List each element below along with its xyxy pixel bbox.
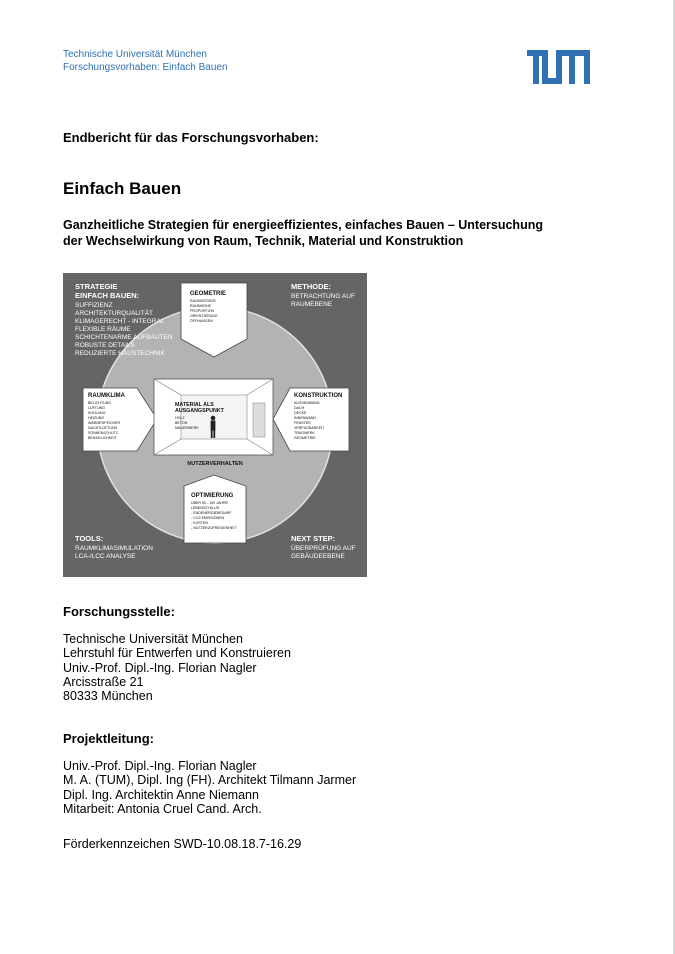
konstruktion-item: TRAGWERK (294, 431, 315, 435)
method-line: BETRACHTUNG AUF (291, 293, 355, 300)
raumklima-item: NACHTLÜFTUNG (88, 426, 118, 430)
konstruktion-item: VERFÜGBARKEIT (294, 426, 325, 430)
address-line: 80333 München (63, 689, 153, 704)
konstruktion-item: AUSSENWAND (294, 401, 320, 405)
optimierung-item: - KOSTEN (191, 521, 208, 525)
tools-line: LCA-/LCC ANALYSE (75, 553, 136, 560)
optimierung-heading: OPTIMIERUNG (191, 493, 234, 499)
nutzerverhalten-label: NUTZERVERHALTEN (187, 461, 243, 467)
geometrie-item: PROPORTION (190, 309, 215, 313)
strategy-item: REDUZIERTE HAUSTECHNIK (75, 350, 165, 357)
raumklima-item: SONNENSCHUTZ (88, 431, 118, 435)
project-lead-line: Dipl. Ing. Architektin Anne Niemann (63, 787, 259, 802)
report-subtitle: Endbericht für das Forschungsvorhaben: (63, 130, 319, 145)
method-line: RAUMEBENE (291, 301, 333, 308)
material-heading: MATERIAL ALS (175, 402, 214, 408)
project-lead-heading: Projektleitung: (63, 731, 155, 746)
geometrie-item: ÖFFNUNGEN (190, 319, 213, 323)
method-heading: METHODE: (291, 282, 331, 291)
page-header (63, 49, 228, 74)
raumklima-item: BEHAGLICHKEIT (88, 436, 117, 440)
room-illustration (154, 379, 273, 455)
optimierung-item: - NUTZERZUFRIEDENHEIT (191, 526, 237, 530)
long-title-line: der Wechselwirkung von Raum, Technik, Material und Konstruktion (63, 234, 464, 248)
header-institution: Technische Universität München (63, 49, 207, 60)
material-item: HOLZ (175, 416, 185, 420)
address-line: Arcisstraße 21 (63, 674, 144, 689)
project-lead-line: Mitarbeit: Antonia Cruel Cand. Arch. (63, 801, 262, 816)
geometrie-item: RAUMHÖHE (190, 304, 211, 308)
konstruktion-item: INNENWAND (294, 416, 317, 420)
raumklima-heading: RAUMKLIMA (88, 393, 125, 399)
strategy-item: KLIMAGERECHT - INTEGRAL (75, 318, 165, 325)
raumklima-item: LÜFTUNG (88, 406, 105, 410)
address-line: Lehrstuhl für Entwerfen und Konstruieren (63, 646, 291, 661)
project-lead-line: Univ.-Prof. Dipl.-Ing. Florian Nagler (63, 759, 257, 773)
report-title: Einfach Bauen (63, 179, 182, 198)
header-project: Forschungsvorhaben: Einfach Bauen (63, 61, 228, 73)
research-station-heading: Forschungsstelle: (63, 604, 175, 619)
optimierung-item: - ENDENERGIEBEDARF (191, 511, 232, 515)
raumklima-item: BELICHTUNG (88, 401, 112, 405)
address-line: Univ.-Prof. Dipl.-Ing. Florian Nagler (63, 660, 257, 675)
strategy-item: FLEXIBLE RÄUME (75, 326, 131, 333)
raumklima-item: WÄRMESPEICHER (88, 421, 121, 425)
project-lead-list (63, 759, 356, 816)
next-step-line: GEBÄUDEEBENE (291, 553, 345, 560)
raumklima-item: KÜHLUNG (88, 411, 106, 415)
tools-line: RAUMKLIMASIMULATION (75, 545, 153, 552)
material-item: MAUERWERK (175, 426, 199, 430)
konstruktion-item: DACH (294, 406, 305, 410)
strategy-item: SCHICHTENARME AUFBAUTEN (75, 334, 173, 341)
next-step-line: ÜBERPRÜFUNG AUF (291, 545, 356, 552)
geometrie-item: RAUMGRÖSSE (190, 299, 216, 303)
konstruktion-item: DECKE (294, 411, 307, 415)
funding-reference: Förderkennzeichen SWD-10.08.18.7-16.29 (63, 837, 302, 851)
strategy-heading: EINFACH BAUEN: (75, 291, 140, 300)
next-step-heading: NEXT STEP: (291, 534, 336, 543)
material-item: BETON (175, 421, 188, 425)
strategy-item: ROBUSTE DETAILS (75, 342, 135, 349)
raumklima-item: HEIZUNG (88, 416, 105, 420)
material-heading: AUSGANGSPUNKT (175, 408, 224, 414)
strategy-heading: STRATEGIE (75, 282, 118, 291)
optimierung-item: - CO2 EMISSIONEN (191, 516, 225, 520)
strategy-diagram (63, 273, 367, 577)
address-line: Technische Universität München (63, 632, 243, 646)
tools-heading: TOOLS: (75, 534, 104, 543)
tum-logo (527, 50, 590, 84)
konstruktion-item: GEOMETRIE (294, 436, 316, 440)
konstruktion-heading: KONSTRUKTION (294, 393, 343, 399)
research-station-address (63, 632, 291, 703)
long-title-line: Ganzheitliche Strategien für energieeffizientes, einfaches Bauen – Untersuchung (63, 218, 543, 232)
strategy-item: SUFFIZIENZ (75, 302, 113, 309)
optimierung-item: ÜBER 50 - 100 JAHRE (191, 501, 228, 505)
geometrie-heading: GEOMETRIE (190, 291, 227, 297)
optimierung-item: LEBENSZYKLUS (191, 506, 220, 510)
report-long-title (63, 217, 583, 249)
project-lead-line: M. A. (TUM), Dipl. Ing (FH). Architekt Tilmann Jarmer (63, 773, 357, 788)
konstruktion-item: FENSTER (294, 421, 311, 425)
strategy-item: ARCHITEKTURQUALITÄT (75, 310, 154, 317)
geometrie-item: ORIENTIERUNG (190, 314, 218, 318)
